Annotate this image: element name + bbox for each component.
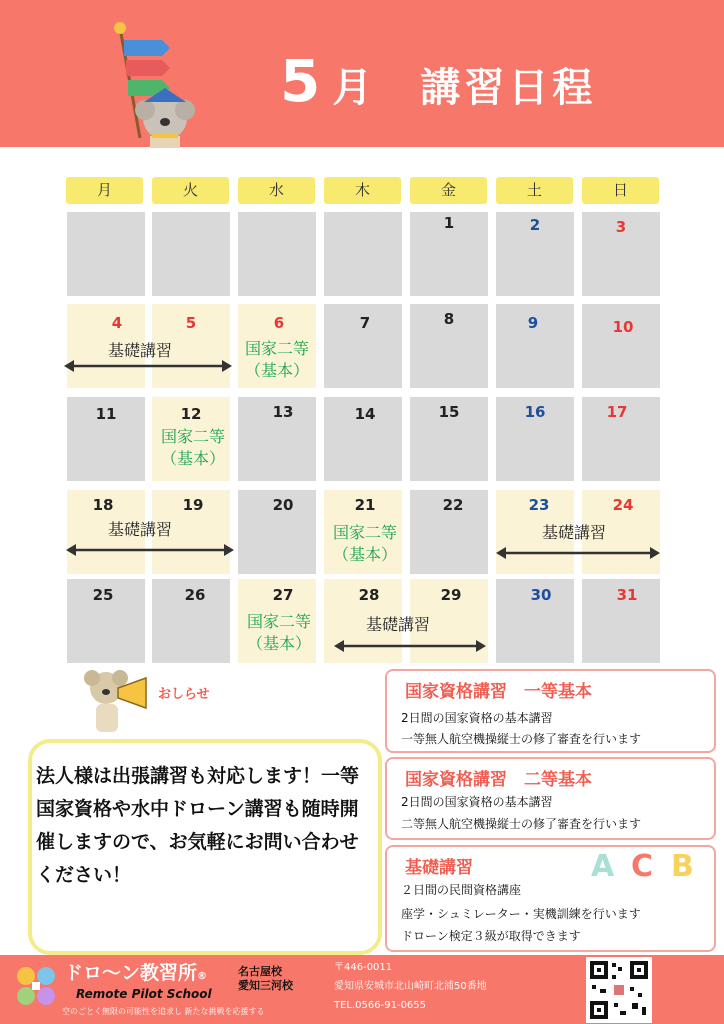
course-box-kiso xyxy=(385,845,716,952)
date-number: 23 xyxy=(528,496,550,514)
school-english-name: Remote Pilot School xyxy=(76,987,212,1001)
date-number: 13 xyxy=(272,403,294,421)
date-number: 29 xyxy=(440,586,462,604)
calendar-cell xyxy=(582,304,660,388)
page-title xyxy=(280,47,597,115)
date-number: 30 xyxy=(530,586,552,604)
date-number: 11 xyxy=(95,405,117,423)
event-span-arrow xyxy=(64,360,232,372)
date-number: 22 xyxy=(442,496,464,514)
registered-mark: ® xyxy=(197,971,208,982)
date-number: 2 xyxy=(529,216,541,234)
date-number: 7 xyxy=(359,314,371,332)
date-number: 21 xyxy=(354,496,376,514)
course-box-itto xyxy=(385,669,716,753)
event-nito-line2: （基本） xyxy=(160,449,225,468)
event-kiso-label: 基礎講習 xyxy=(366,615,431,634)
event-nito-label xyxy=(148,426,238,470)
event-nito-line1: 国家二等 xyxy=(244,339,309,358)
course-line: 二等無人航空機操縦士の修了審査を行います xyxy=(401,817,642,831)
date-number: 6 xyxy=(273,314,285,332)
event-nito-line2: （基本） xyxy=(246,634,311,653)
dow-mon: 月 xyxy=(66,177,143,204)
date-number: 16 xyxy=(524,403,546,421)
date-number: 17 xyxy=(606,403,628,421)
calendar-cell-empty xyxy=(152,212,230,296)
school-branches xyxy=(238,965,293,993)
event-span-arrow xyxy=(496,547,660,559)
course-line: 座学・シュミレーター・実機訓練を行います xyxy=(401,907,641,921)
course-line: 一等無人航空機操縦士の修了審査を行います xyxy=(401,732,642,746)
balloon-letter-c: C xyxy=(631,849,654,884)
date-number: 3 xyxy=(615,218,627,236)
school-name-text: ドロ～ン教習所 xyxy=(64,962,198,984)
koala-carp-streamer-illustration xyxy=(100,18,210,148)
notice-text: 法人様は出張講習も対応します！一等国家資格や水中ドローン講習も随時開催しますので、お気軽にお問い合わせください！ xyxy=(36,765,360,886)
school-contact xyxy=(334,958,487,1015)
calendar-cell-empty xyxy=(67,212,145,296)
event-kiso-label: 基礎講習 xyxy=(108,520,173,539)
date-number: 15 xyxy=(438,403,460,421)
date-number: 26 xyxy=(184,586,206,604)
date-number: 14 xyxy=(354,405,376,423)
address: 愛知県安城市北山崎町北浦50番地 xyxy=(334,981,487,992)
course-box-nito xyxy=(385,757,716,840)
date-number: 24 xyxy=(612,496,634,514)
dow-wed: 水 xyxy=(238,177,315,204)
date-number: 25 xyxy=(92,586,114,604)
event-nito-line1: 国家二等 xyxy=(246,612,311,631)
date-number: 9 xyxy=(527,314,539,332)
phone-number: TEL.0566-91-0655 xyxy=(334,1000,427,1011)
notice-badge: おしらせ xyxy=(158,687,210,702)
date-number: 27 xyxy=(272,586,294,604)
school-logo-icon xyxy=(12,962,60,1010)
course-line: 2日間の国家資格の基本講習 xyxy=(401,795,553,809)
course-line: ２日間の民間資格講座 xyxy=(401,883,522,897)
event-span-arrow xyxy=(334,640,486,652)
date-number: 28 xyxy=(358,586,380,604)
dow-thu: 木 xyxy=(324,177,401,204)
course-line: 2日間の国家資格の基本講習 xyxy=(401,711,553,725)
dow-sun: 日 xyxy=(582,177,659,204)
date-number: 18 xyxy=(92,496,114,514)
event-kiso-label: 基礎講習 xyxy=(542,523,607,542)
balloon-letter-b: B xyxy=(671,849,694,884)
date-number: 20 xyxy=(272,496,294,514)
date-number: 12 xyxy=(180,405,202,423)
event-nito-line1: 国家二等 xyxy=(332,523,397,542)
date-number: 4 xyxy=(111,314,123,332)
event-nito-line1: 国家二等 xyxy=(160,427,225,446)
course-title: 基礎講習 xyxy=(405,858,473,878)
branch-nagoya: 名古屋校 xyxy=(238,965,282,978)
event-nito-label xyxy=(320,522,410,566)
date-number: 31 xyxy=(616,586,638,604)
dow-sat: 土 xyxy=(496,177,573,204)
date-number: 5 xyxy=(185,314,197,332)
calendar-cell-empty xyxy=(324,212,402,296)
event-nito-line2: （基本） xyxy=(244,361,309,380)
date-number: 1 xyxy=(443,214,455,232)
event-nito-line2: （基本） xyxy=(332,545,397,564)
branch-mikawa: 愛知三河校 xyxy=(238,979,293,992)
school-motto: 空のごとく無限の可能性を追求し 新たな挑戦を応援する xyxy=(62,1007,265,1016)
course-line: ドローン検定３級が取得できます xyxy=(401,929,581,943)
date-number: 19 xyxy=(182,496,204,514)
date-number: 8 xyxy=(443,310,455,328)
qr-code-icon[interactable] xyxy=(586,957,652,1023)
course-title: 国家資格講習 一等基本 xyxy=(405,682,592,702)
event-nito-label xyxy=(232,338,322,382)
school-name xyxy=(64,958,207,985)
course-title: 国家資格講習 二等基本 xyxy=(405,770,592,790)
event-nito-label xyxy=(234,611,324,655)
event-span-arrow xyxy=(66,544,234,556)
koala-megaphone-illustration xyxy=(80,666,160,738)
title-month-unit: 月 xyxy=(332,65,373,111)
dow-fri: 金 xyxy=(410,177,487,204)
calendar-cell-empty xyxy=(238,212,316,296)
date-number: 10 xyxy=(612,318,634,336)
title-text: 講習日程 xyxy=(420,65,597,111)
zip-code: 〒446-0011 xyxy=(334,962,393,973)
event-kiso-label: 基礎講習 xyxy=(108,341,173,360)
balloon-letter-a: A xyxy=(591,849,615,884)
dow-tue: 火 xyxy=(152,177,229,204)
title-month-number: 5 xyxy=(280,47,321,115)
